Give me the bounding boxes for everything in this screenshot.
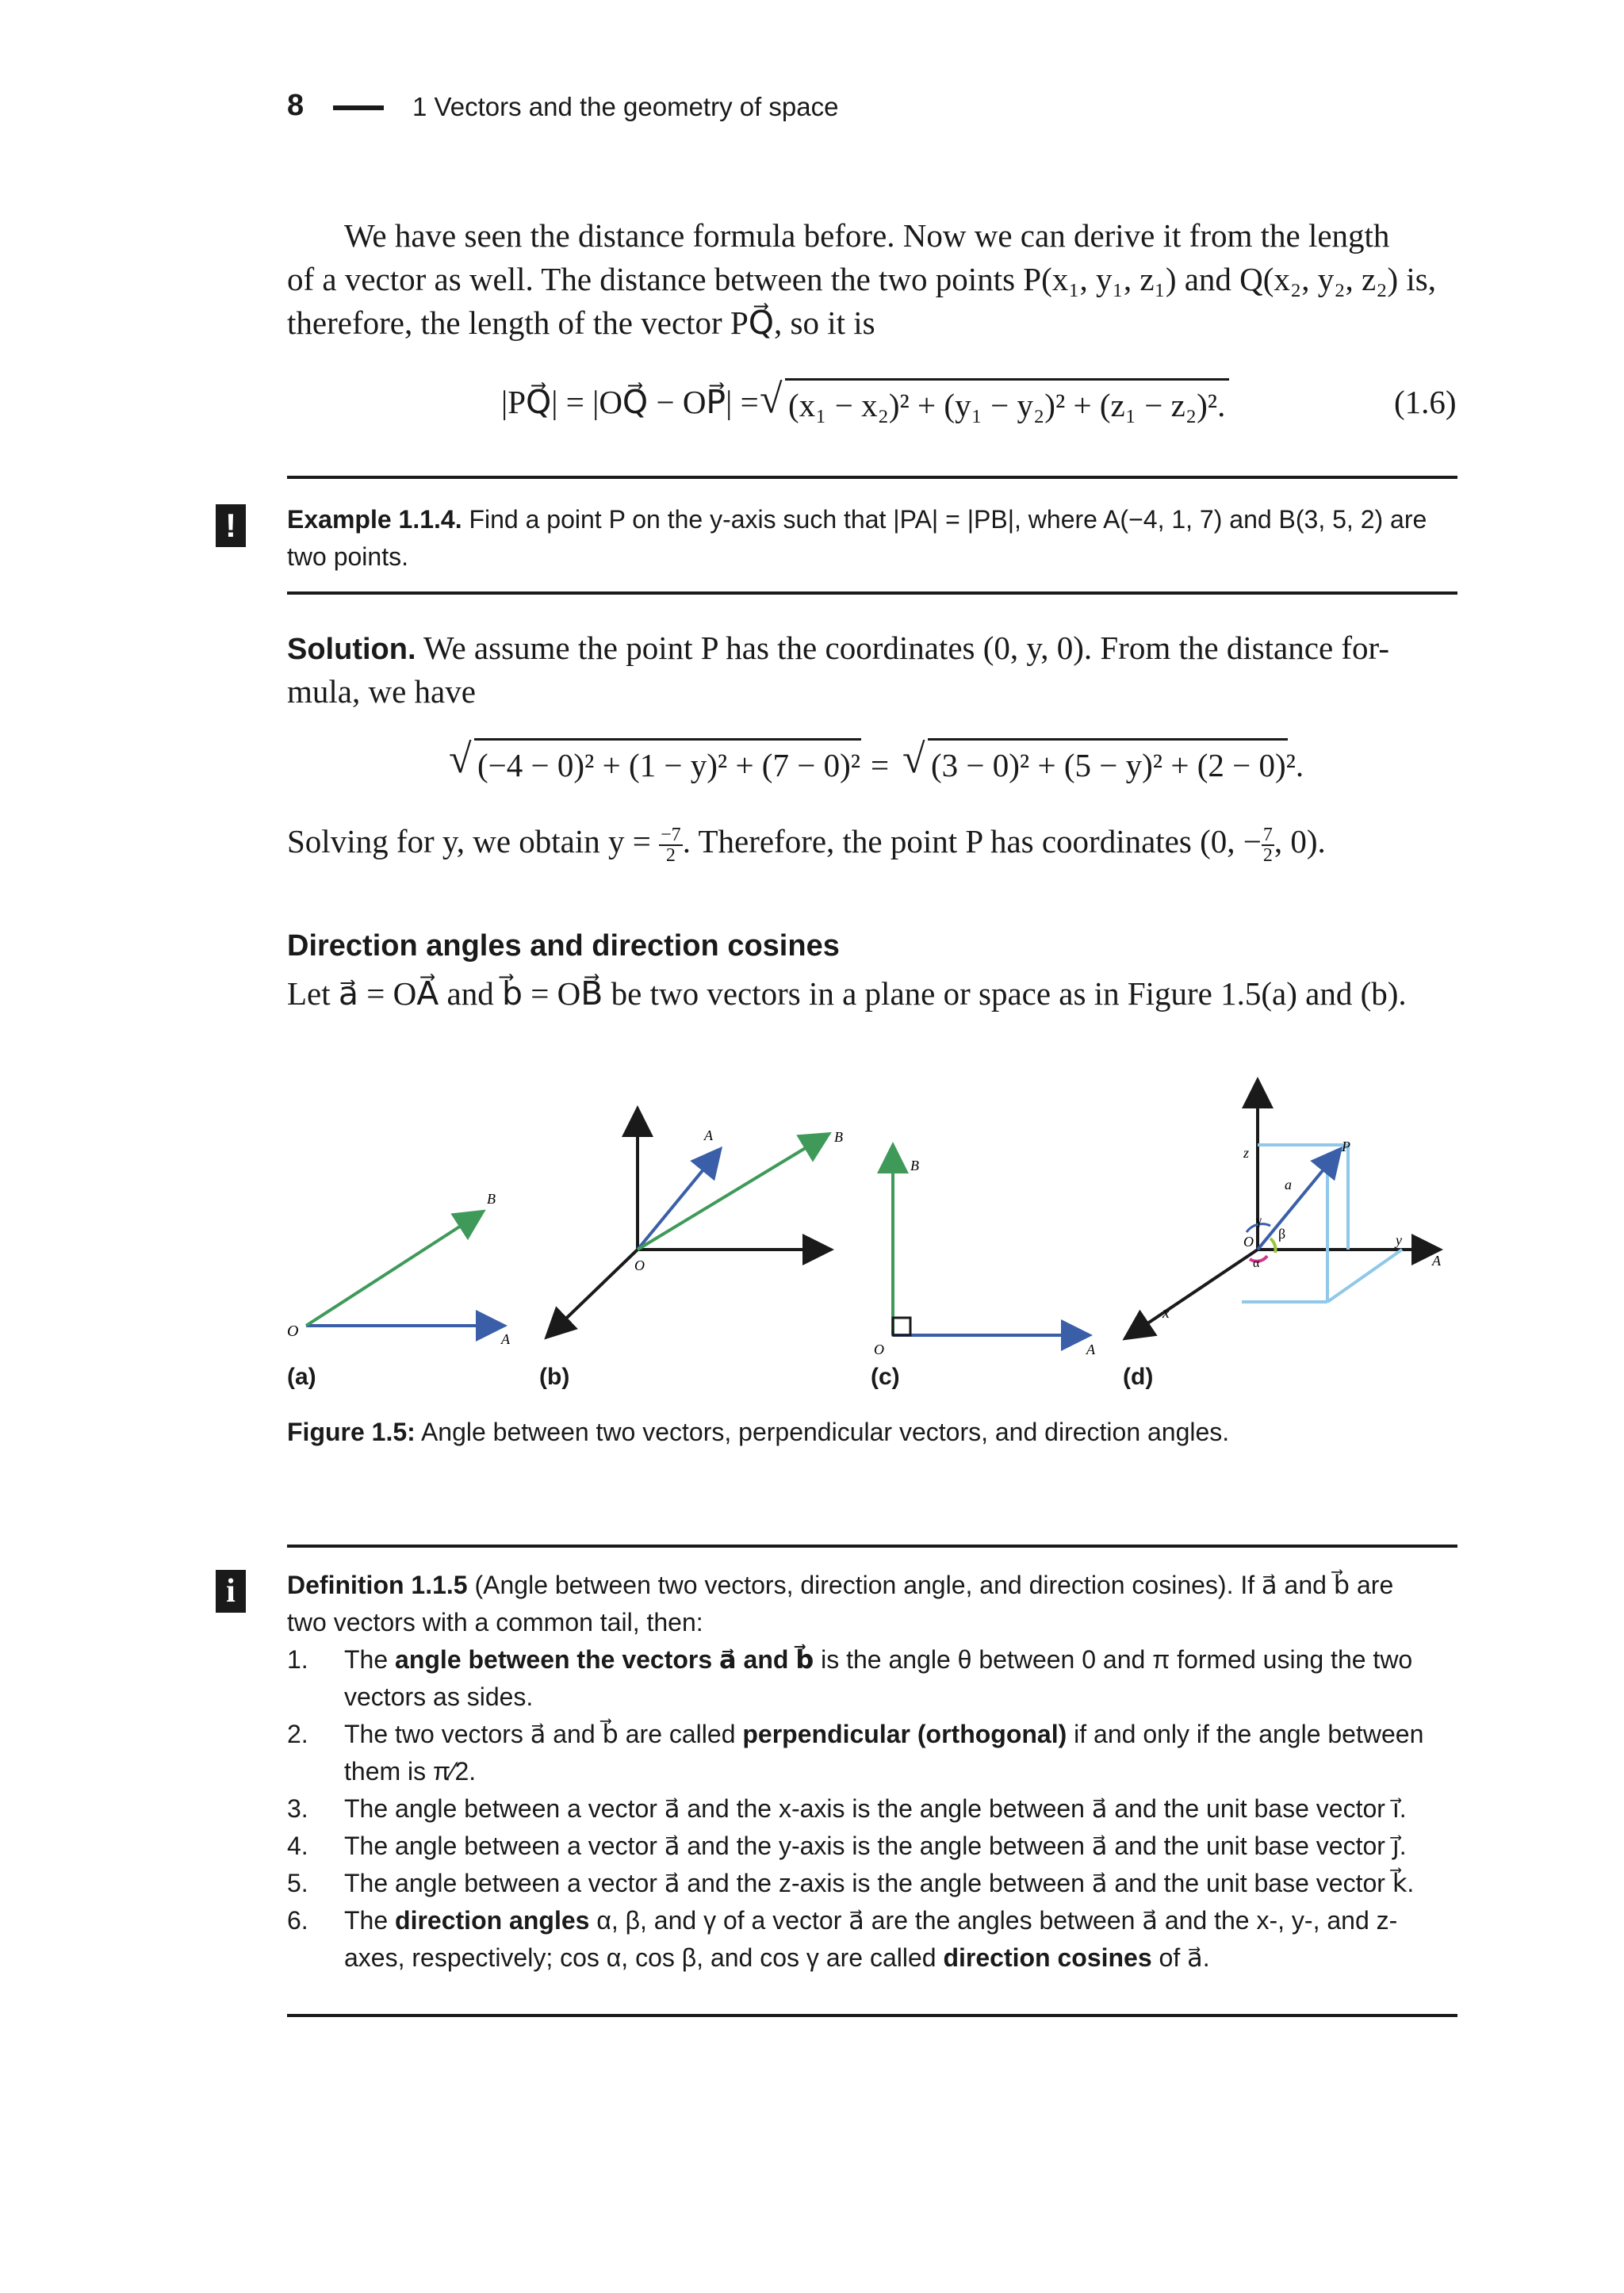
panel-label-d: (d) xyxy=(1123,1364,1154,1390)
result-text-a: Solving for y, we obtain y = xyxy=(287,823,651,859)
solution-eq-equals: = xyxy=(871,747,890,783)
panel-d-diagram xyxy=(1128,1083,1442,1337)
section-text: Let a⃗ = OA⃗ and b⃗ = OB⃗ be two vectors in a plane or space as in Figure 1.5(a) and (b). xyxy=(287,975,1407,1012)
panel-label-a: (a) xyxy=(287,1364,316,1390)
sqrt-bar-right xyxy=(928,738,1288,741)
label-b-B: B xyxy=(834,1129,843,1145)
vector-b-arrow xyxy=(306,1213,481,1326)
definition-item-4: 4. The angle between a vector a⃗ and the y-axis is the angle between a⃗ and the unit base vector j⃗. xyxy=(287,1832,1407,1860)
header-rule xyxy=(333,105,384,110)
chapter-title: 1 Vectors and the geometry of space xyxy=(412,92,839,121)
caption-text: Angle between two vectors, perpendicular vectors, and direction angles. xyxy=(420,1418,1230,1446)
label-c-A: A xyxy=(1086,1342,1095,1357)
label-d-vector-a: a⃗ xyxy=(1285,1177,1304,1192)
panel-a-diagram xyxy=(287,1191,511,1347)
example-top-rule xyxy=(287,476,1457,479)
example-text xyxy=(287,501,1457,538)
panel-label-c: (c) xyxy=(871,1364,900,1390)
sqrt-symbol: √ xyxy=(760,377,783,422)
info-icon: i xyxy=(216,1570,246,1613)
label-c-B: B xyxy=(910,1158,919,1173)
label-d-x: x xyxy=(1162,1304,1170,1322)
equation-number: (1.6) xyxy=(1394,384,1457,420)
solution-label: Solution. xyxy=(287,633,416,666)
label-b-O: O xyxy=(634,1258,645,1273)
section-title: Direction angles and direction cosines xyxy=(287,929,840,963)
definition-list xyxy=(287,1641,1457,1977)
caption-label: Figure 1.5: xyxy=(287,1418,416,1446)
page-number: 8 xyxy=(287,89,304,122)
definition-heading xyxy=(287,1567,1457,1604)
solution-eq-right: (3 − 0)² + (5 − y)² + (2 − 0)². xyxy=(931,747,1304,783)
figure-1-5 xyxy=(270,1062,1475,1411)
definition-item-5: 5. The angle between a vector a⃗ and the z-axis is the angle between a⃗ and the unit base vector k⃗. xyxy=(287,1869,1415,1897)
definition-top-rule xyxy=(287,1545,1457,1548)
axis-x-b xyxy=(549,1250,638,1335)
sqrt-symbol-left: √ xyxy=(449,737,472,782)
figure-caption xyxy=(287,1418,1229,1447)
label-d-z: z xyxy=(1243,1145,1250,1161)
solution-text-1: We assume the point P has the coordinates (0, y, 0). From the distance for- xyxy=(423,630,1390,666)
sqrt-symbol-right: √ xyxy=(902,737,925,782)
example-label: Example 1.1.4. xyxy=(287,505,462,534)
definition-label: Definition 1.1.5 xyxy=(287,1571,468,1599)
label-d-y: y xyxy=(1396,1232,1402,1248)
equation-1-6-radicand: (x₁ − x₂)² + (y₁ − y₂)² + (z₁ − z₂)². xyxy=(788,387,1226,423)
label-a-B: B xyxy=(487,1191,496,1207)
solution-eq-left: (−4 − 0)² + (1 − y)² + (7 − 0)² xyxy=(477,747,861,783)
panel-c-diagram xyxy=(874,1148,1096,1357)
sqrt-bar xyxy=(785,378,1229,381)
example-text-1: Find a point P on the y-axis such that |PA| = |PB|, where A(−4, 1, 7) and B(3, 5, 2) are xyxy=(469,505,1427,534)
definition-item-2: 2. The two vectors a⃗ and b⃗ are called perpendicular (orthogonal) if and only if the angle between them is π⁄2. xyxy=(287,1720,1424,1786)
solution-line-1 xyxy=(287,626,1461,672)
fraction-minus-7-over-2: $\frac{-7}{2}$ xyxy=(661,824,681,866)
intro-line-1: We have seen the distance formula before. Now we can derive it from the length xyxy=(344,217,1390,254)
panel-label-b: (b) xyxy=(539,1364,570,1390)
box-edge-bottom xyxy=(1327,1250,1402,1302)
intro-line-2: of a vector as well. The distance between the two points P(x₁, y₁, z₁) and Q(x₂, y₂, z₂) is, xyxy=(287,261,1437,297)
sqrt-bar-left xyxy=(474,738,861,741)
solution-text-2: mula, we have xyxy=(287,673,476,710)
label-d-alpha: α xyxy=(1253,1257,1260,1270)
label-d-A: A xyxy=(1432,1253,1441,1269)
label-d-O: O xyxy=(1243,1234,1254,1250)
label-d-beta: β xyxy=(1278,1226,1286,1242)
axis-x-d xyxy=(1128,1250,1258,1337)
panel-b-diagram xyxy=(549,1112,843,1335)
warning-icon: ! xyxy=(216,504,246,547)
equation-1-6-lhs: |PQ⃗| = |OQ⃗ − OP⃗| = xyxy=(501,384,759,420)
label-d-P: P xyxy=(1342,1139,1350,1154)
definition-item-6: 6. The direction angles α, β, and γ of a vector a⃗ are the angles between a⃗ and the x-, y-, and z-axes, respectively; cos α, cos β, and cos γ are called direction cosines of a⃗. xyxy=(287,1906,1398,1972)
intro-line-3: therefore, the length of the vector PQ⃗, so it is xyxy=(287,304,875,341)
label-b-A: A xyxy=(704,1127,713,1143)
label-d-gamma: γ xyxy=(1256,1214,1262,1227)
example-bottom-rule xyxy=(287,591,1457,595)
definition-title-2: two vectors with a common tail, then: xyxy=(287,1608,703,1636)
fraction-7-over-2: $\frac{7}{2}$ xyxy=(1262,824,1273,866)
label-a-A: A xyxy=(501,1331,510,1347)
vector-a-arrow-b xyxy=(638,1151,718,1250)
definition-item-1: 1. The angle between the vectors a⃗ and b⃗ is the angle θ between 0 and π formed using the two vectors as sides. xyxy=(287,1645,1413,1711)
result-text-b: . Therefore, the point P has coordinates (0, − xyxy=(682,823,1262,859)
definition-bottom-rule xyxy=(287,2014,1457,2017)
vector-b-arrow-b xyxy=(638,1135,826,1250)
result-text-c: , 0). xyxy=(1274,823,1326,859)
definition-title: (Angle between two vectors, direction angle, and direction cosines). If a⃗ and b⃗ are xyxy=(474,1571,1394,1599)
solution-result xyxy=(287,820,1326,865)
definition-item-3: 3. The angle between a vector a⃗ and the x-axis is the angle between a⃗ and the unit base vector i⃗. xyxy=(287,1794,1407,1823)
example-text-2: two points. xyxy=(287,542,408,571)
label-a-O: O xyxy=(287,1323,299,1340)
right-angle-mark xyxy=(893,1318,910,1335)
label-c-O: O xyxy=(874,1342,884,1357)
